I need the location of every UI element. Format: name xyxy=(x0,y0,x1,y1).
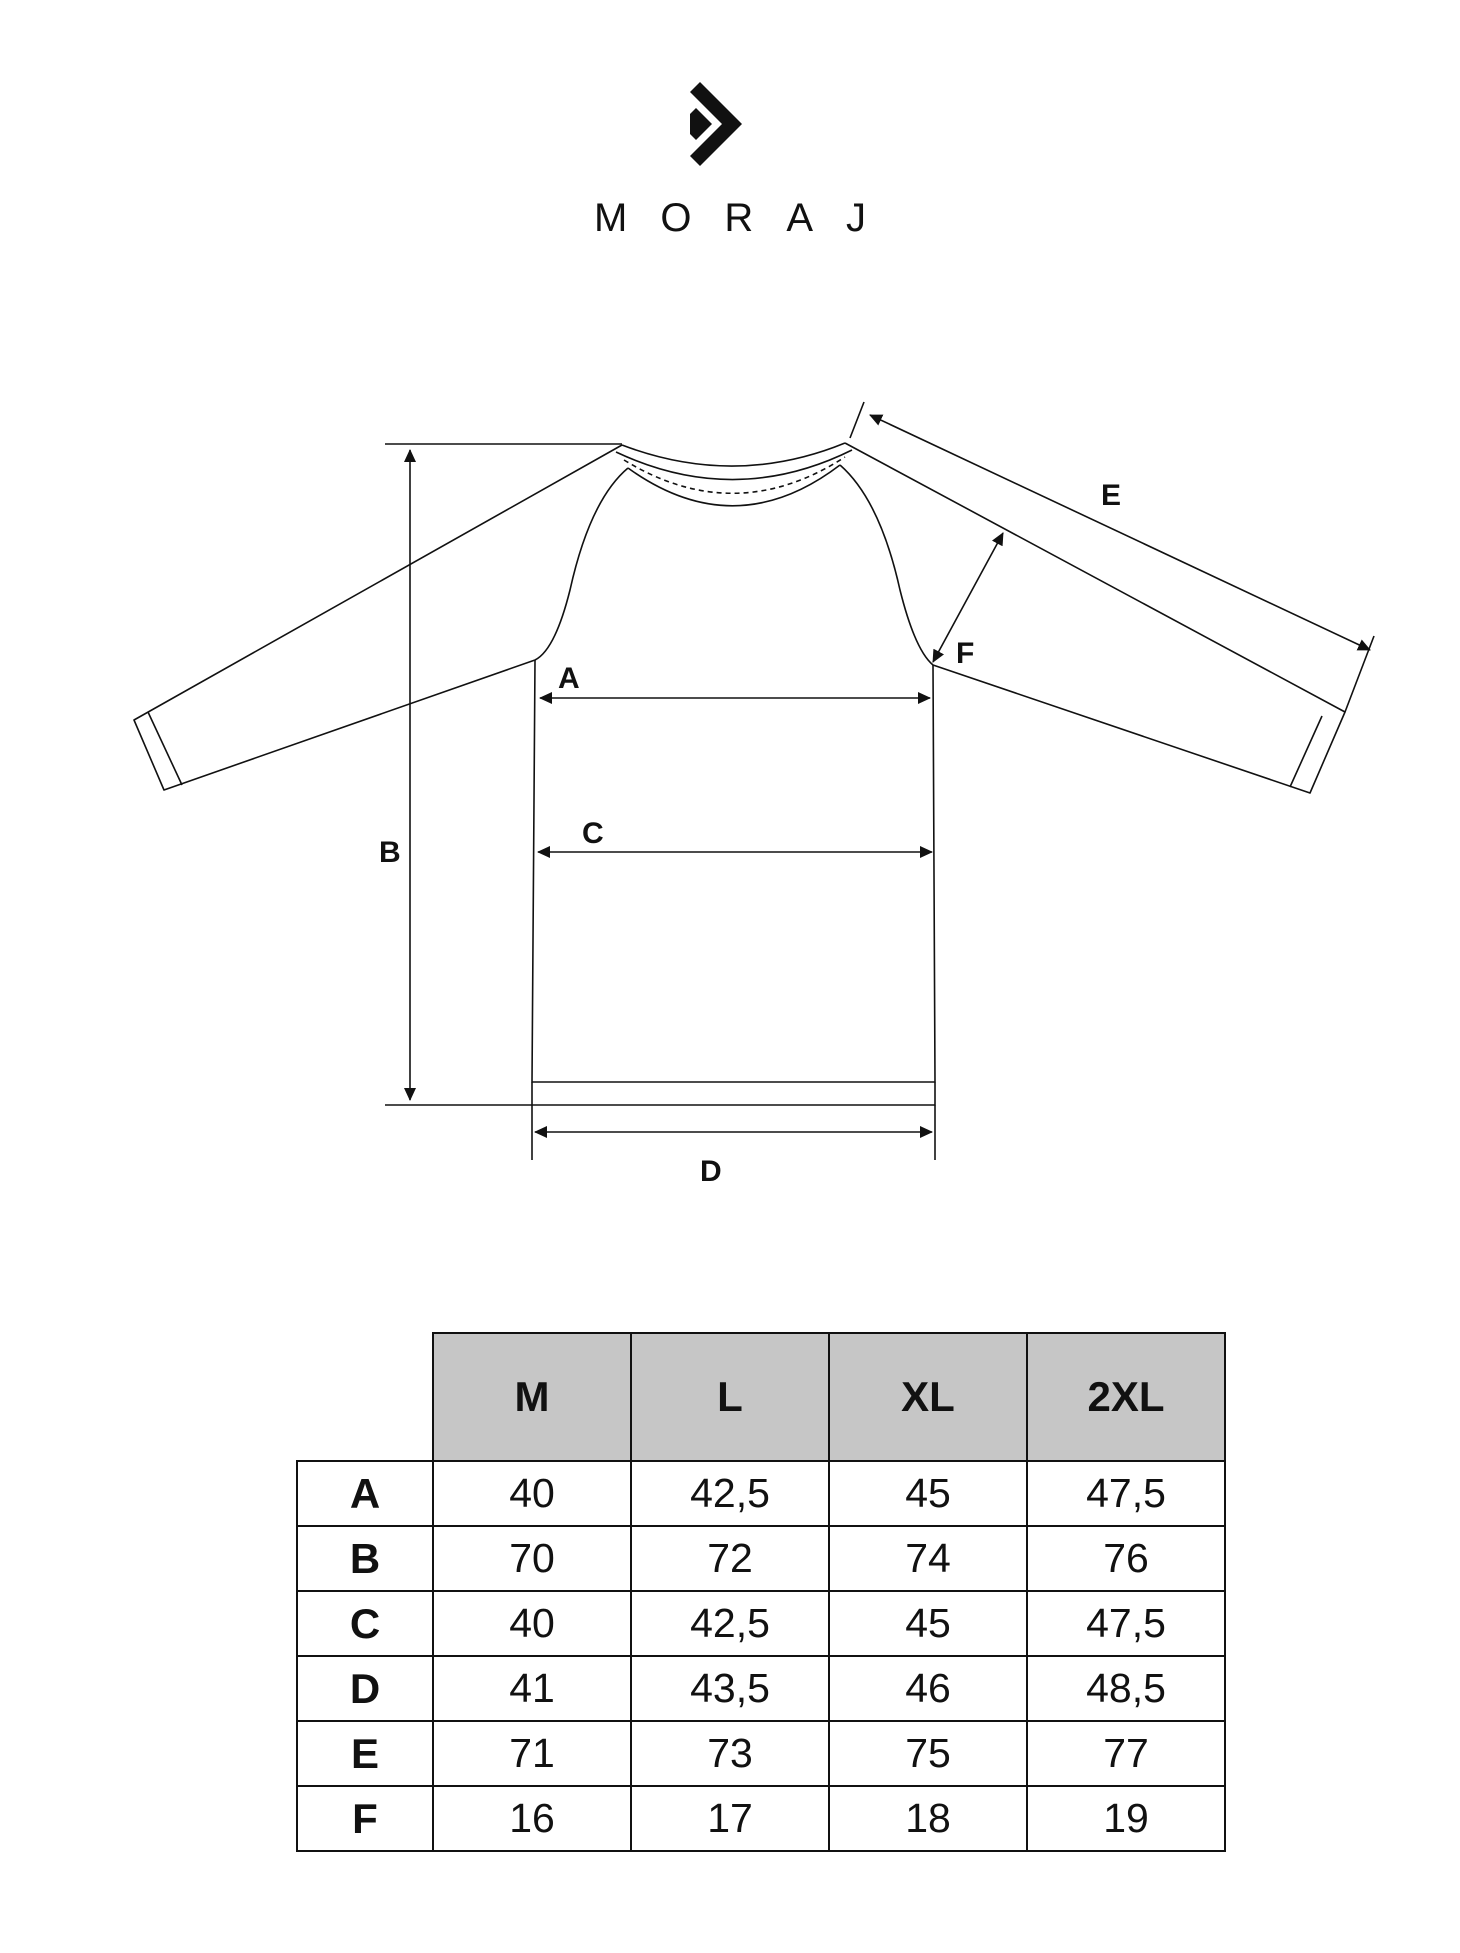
table-cell: 45 xyxy=(829,1461,1027,1526)
measure-e-line xyxy=(870,415,1370,650)
label-b: B xyxy=(379,836,401,869)
table-row xyxy=(297,1721,1225,1786)
label-d: D xyxy=(700,1155,722,1188)
label-e: E xyxy=(1101,479,1122,512)
size-header-row xyxy=(297,1333,1225,1461)
table-cell: 40 xyxy=(433,1591,631,1656)
label-c: C xyxy=(582,817,604,850)
table-cell: 47,5 xyxy=(1027,1461,1225,1526)
table-cell: 47,5 xyxy=(1027,1591,1225,1656)
table-cell: 46 xyxy=(829,1656,1027,1721)
table-cell: 19 xyxy=(1027,1786,1225,1851)
table-cell: 75 xyxy=(829,1721,1027,1786)
row-label: E xyxy=(297,1721,433,1786)
table-cell: 73 xyxy=(631,1721,829,1786)
table-cell: 72 xyxy=(631,1526,829,1591)
table-cell: 41 xyxy=(433,1656,631,1721)
table-cell: 45 xyxy=(829,1591,1027,1656)
brand-name: MORAJ xyxy=(594,196,899,240)
row-label: B xyxy=(297,1526,433,1591)
table-cell: 42,5 xyxy=(631,1461,829,1526)
table-cell: 16 xyxy=(433,1786,631,1851)
table-cell: 76 xyxy=(1027,1526,1225,1591)
table-cell: 77 xyxy=(1027,1721,1225,1786)
table-row xyxy=(297,1656,1225,1721)
table-cell: 40 xyxy=(433,1461,631,1526)
table-corner xyxy=(297,1333,433,1461)
label-f: F xyxy=(956,637,975,670)
table-cell: 42,5 xyxy=(631,1591,829,1656)
sweatshirt-outline xyxy=(134,443,1345,1105)
row-label: C xyxy=(297,1591,433,1656)
table-cell: 17 xyxy=(631,1786,829,1851)
table-row xyxy=(297,1591,1225,1656)
table-row xyxy=(297,1526,1225,1591)
table-cell: 48,5 xyxy=(1027,1656,1225,1721)
table-cell: 43,5 xyxy=(631,1656,829,1721)
size-table xyxy=(296,1332,1226,1852)
size-column-header: 2XL xyxy=(1027,1333,1225,1461)
size-column-header: XL xyxy=(829,1333,1027,1461)
size-column-header: M xyxy=(433,1333,631,1461)
table-cell: 70 xyxy=(433,1526,631,1591)
label-a: A xyxy=(558,662,580,695)
row-label: F xyxy=(297,1786,433,1851)
table-row xyxy=(297,1786,1225,1851)
table-cell: 74 xyxy=(829,1526,1027,1591)
row-label: D xyxy=(297,1656,433,1721)
size-column-header: L xyxy=(631,1333,829,1461)
row-label: A xyxy=(297,1461,433,1526)
table-cell: 71 xyxy=(433,1721,631,1786)
table-cell: 18 xyxy=(829,1786,1027,1851)
table-row xyxy=(297,1461,1225,1526)
